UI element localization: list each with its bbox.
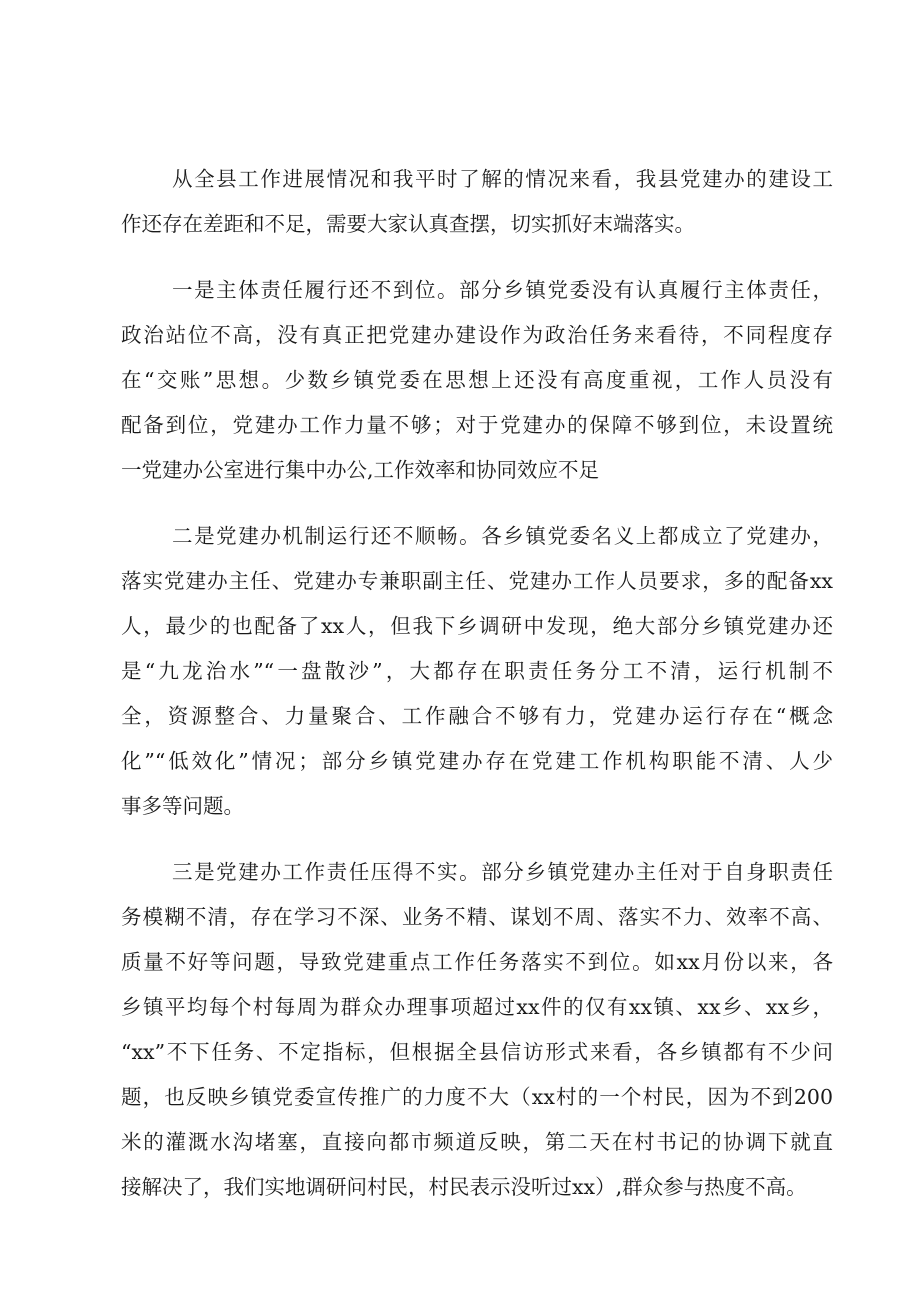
text-line: 务模糊不清，存在学习不深、业务不精、谋划不周、落实不力、效率不高、 — [121, 905, 833, 929]
text-line: 米的灌溉水沟堵塞，直接向都市频道反映，第二天在村书记的协调下就直 — [121, 1130, 833, 1154]
text-line: 事多等问题。 — [121, 794, 244, 818]
text-line: 一是主体责任履行还不到位。部分乡镇党委没有认真履行主体责任， — [172, 278, 833, 302]
text-line: 质量不好等问题，导致党建重点工作任务落实不到位。如xx月份以来，各 — [121, 950, 833, 974]
paragraph-intro — [121, 157, 833, 247]
text-line: 政治站位不高，没有真正把党建办建设作为政治任务来看待，不同程度存 — [121, 323, 833, 347]
paragraph-point-three — [121, 850, 833, 1210]
paragraph-point-two — [121, 514, 833, 829]
text-line: 是“九龙治水”“一盘散沙”，大都存在职责任务分工不清，运行机制不 — [121, 659, 833, 683]
text-line: 乡镇平均每个村每周为群众办理事项超过xx件的仅有xx镇、xx乡、xx乡， — [121, 995, 833, 1019]
text-line: 配备到位，党建办工作力量不够；对于党建办的保障不够到位，未设置统 — [121, 413, 833, 437]
text-line: 全，资源整合、力量聚合、工作融合不够有力，党建办运行存在“概念 — [121, 704, 833, 728]
text-line: 二是党建办机制运行还不顺畅。各乡镇党委名义上都成立了党建办， — [172, 524, 833, 548]
text-line: 题，也反映乡镇党委宣传推广的力度不大（xx村的一个村民，因为不到200 — [121, 1085, 833, 1109]
text-line: 化”“低效化”情况；部分乡镇党建办存在党建工作机构职能不清、人少 — [121, 749, 833, 773]
text-line: 作还存在差距和不足，需要大家认真查摆，切实抓好末端落实。 — [121, 212, 695, 236]
text-line: 人，最少的也配备了xx人，但我下乡调研中发现，绝大部分乡镇党建办还 — [121, 614, 833, 638]
text-line: 从全县工作进展情况和我平时了解的情况来看，我县党建办的建设工 — [172, 167, 833, 191]
text-line: 在“交账”思想。少数乡镇党委在思想上还没有高度重视，工作人员没有 — [121, 368, 833, 392]
paragraph-point-one — [121, 268, 833, 493]
text-line: “xx”不下任务、不定指标，但根据全县信访形式来看，各乡镇都有不少问 — [121, 1040, 833, 1064]
text-line: 一党建办公室进行集中办公,工作效率和协同效应不足 — [121, 458, 600, 482]
text-line: 三是党建办工作责任压得不实。部分乡镇党建办主任对于自身职责任 — [172, 860, 833, 884]
text-line: 落实党建办主任、党建办专兼职副主任、党建办工作人员要求，多的配备xx — [121, 569, 833, 593]
text-line: 接解决了，我们实地调研问村民，村民表示没听过xx）,群众参与热度不高。 — [121, 1175, 807, 1199]
document-body — [121, 157, 833, 1231]
